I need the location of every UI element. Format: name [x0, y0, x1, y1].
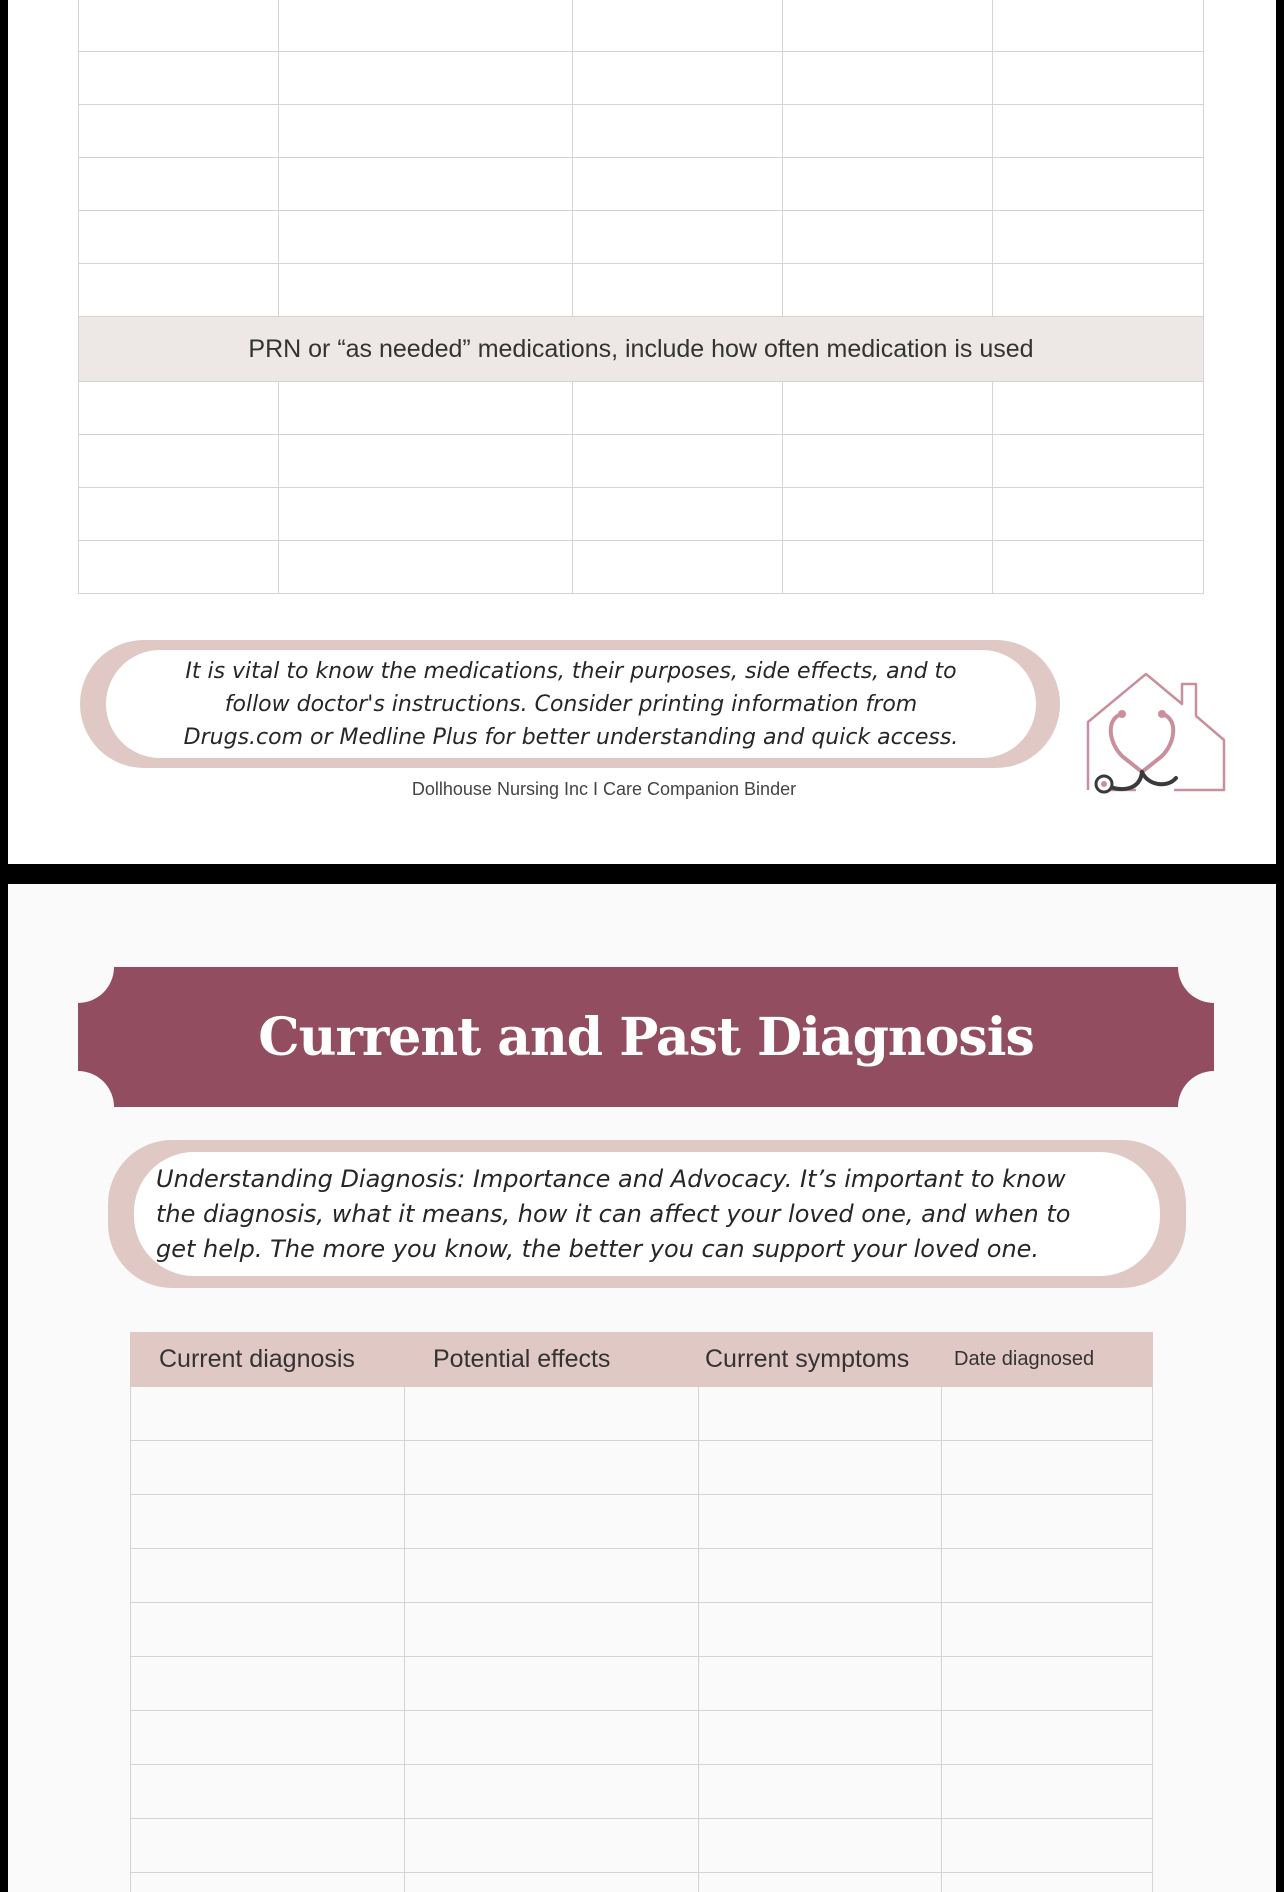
table-row: [79, 264, 1204, 317]
page-footer: Dollhouse Nursing Inc I Care Companion Binder: [411, 779, 797, 799]
header-current-symptoms: Current symptoms: [699, 1333, 942, 1387]
title-banner: [78, 967, 1214, 1107]
diagnosis-note: [108, 1140, 1186, 1288]
note-line: Drugs.com or Medline Plus for better understanding and quick access.: [183, 724, 959, 750]
table-row: [131, 1819, 1153, 1873]
diagnosis-page: [8, 884, 1276, 1892]
table-row: [131, 1873, 1153, 1892]
note-line: Understanding Diagnosis: Importance and Advocacy. It’s important to know: [156, 1164, 1066, 1193]
table-row: [79, 541, 1204, 594]
diagnosis-note-text: [134, 1152, 1160, 1276]
note-line: It is vital to know the medications, their purposes, side effects, and to: [185, 658, 957, 684]
table-header-row: [131, 1333, 1153, 1387]
table-row: [79, 211, 1204, 264]
table-row: [79, 158, 1204, 211]
table-row: [131, 1711, 1153, 1765]
diagnosis-table: [130, 1332, 1153, 1892]
table-row: [131, 1549, 1153, 1603]
header-potential-effects: Potential effects: [405, 1333, 699, 1387]
table-row: [131, 1387, 1153, 1441]
medication-table: [78, 0, 1204, 594]
table-row: [79, 105, 1204, 158]
table-row: [79, 488, 1204, 541]
table-row: [79, 0, 1204, 52]
table-row: [131, 1441, 1153, 1495]
header-date-diagnosed: Date diagnosed: [942, 1333, 1153, 1387]
table-row: [79, 435, 1204, 488]
medication-note-text: [106, 650, 1036, 758]
medication-page: [8, 0, 1276, 864]
note-line: follow doctor's instructions. Consider printing information from: [224, 691, 918, 717]
table-row: [131, 1765, 1153, 1819]
table-row: [131, 1495, 1153, 1549]
note-line: get help. The more you know, the better you can support your loved one.: [156, 1234, 1040, 1263]
header-current-diagnosis: Current diagnosis: [131, 1333, 405, 1387]
page-title: Current and Past Diagnosis: [258, 1006, 1034, 1068]
note-line: the diagnosis, what it means, how it can affect your loved one, and when to: [156, 1199, 1071, 1228]
table-row: [131, 1657, 1153, 1711]
medication-note: [80, 640, 1060, 768]
table-row: [79, 52, 1204, 105]
prn-section-row: [79, 317, 1204, 382]
prn-heading: PRN or “as needed” medications, include how often medication is used: [79, 317, 1204, 382]
table-row: [131, 1603, 1153, 1657]
table-row: [79, 382, 1204, 435]
